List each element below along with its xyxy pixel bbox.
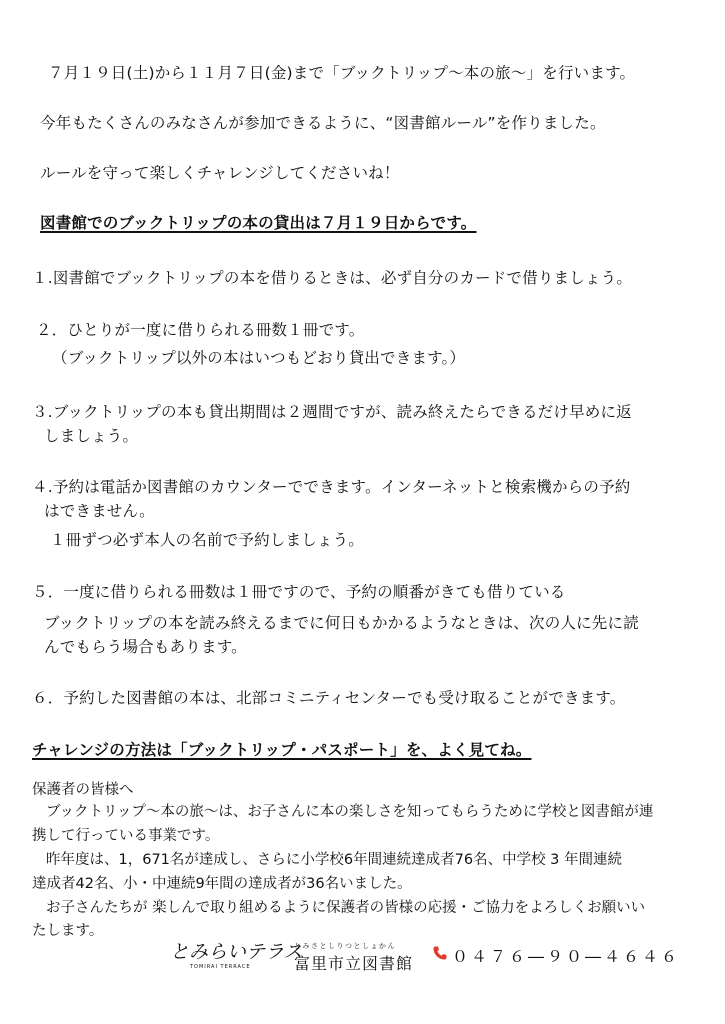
rule-5-line-2: ブックトリップの本を読み終えるまでに何日もかかるようなときは、次の人に先に読 — [44, 614, 639, 632]
guardian-line-2: 携して行っている事業です。 — [32, 828, 220, 844]
guardian-line-6: たします。 — [32, 923, 104, 939]
rule-2-line-2: （ブックトリップ以外の本はいつもどおり貸出できます。） — [52, 349, 466, 367]
intro-line-1: ７月１９日(土)から１１月７日(金)まで「ブックトリップ～本の旅～」を行います。 — [48, 64, 636, 82]
tomirai-terrace-logo — [170, 936, 303, 972]
rule-3-line-2: しましょう。 — [44, 427, 139, 445]
library-ruby: とみさとしりつとしょかん — [294, 942, 396, 950]
intro-line-2: 今年もたくさんのみなさんが参加できるように、“図書館ルール”を作りました。 — [40, 114, 606, 132]
rule-4-line-1: ４.予約は電話か図書館のカウンターでできます。インターネットと検索機からの予約 — [32, 478, 631, 496]
rule-4-line-3: １冊ずつ必ず本人の名前で予約しましょう。 — [50, 531, 365, 549]
rule-1-line-1: １.図書館でブックトリップの本を借りるときは、必ず自分のカードで借りましょう。 — [32, 269, 633, 287]
rule-5-line-3: んでもらう場合もあります。 — [44, 638, 247, 656]
guardian-line-4: 達成者42名、小・中連続9年間の達成者が36名いました。 — [32, 876, 412, 892]
rule-2-line-1: ２．ひとりが一度に借りられる冊数１冊です。 — [36, 321, 365, 339]
rule-4-line-2: はできません。 — [44, 502, 155, 520]
rule-5-line-1: ５．一度に借りられる冊数は１冊ですので、予約の順番がきても借りている — [32, 583, 566, 601]
logo-sub: TOMIRAI TERRACE — [190, 964, 251, 970]
rule-6-line-1: ６．予約した図書館の本は、北部コミニティセンターでも受け取ることができます。 — [32, 689, 626, 707]
heading-challenge-method: チャレンジの方法は「ブックトリップ・パスポート」を、よく見てね。 — [32, 741, 532, 759]
library-name: 富里市立図書館 — [294, 954, 414, 973]
guardian-line-3: 昨年度は、1，671名が達成し、さらに小学校6年間連続達成者76名、中学校 3 年間連続 — [46, 852, 623, 868]
rule-3-line-1: ３.ブックトリップの本も貸出期間は２週間ですが、読み終えたらできるだけ早めに返 — [32, 403, 632, 421]
guardian-line-5: お子さんたちが 楽しんで取り組めるように保護者の皆様の応援・ご協力をよろしくお願いい — [46, 900, 646, 916]
phone-icon — [432, 945, 448, 961]
guardian-title: 保護者の皆様へ — [32, 782, 134, 798]
heading-loan-start: 図書館でのブックトリップの本の貸出は７月１９日からです。 — [40, 214, 477, 232]
guardian-line-1: ブックトリップ～本の旅～は、お子さんに本の楽しさを知ってもらうために学校と図書館が連 — [46, 804, 654, 820]
intro-line-3: ルールを守って楽しくチャレンジしてくださいね！ — [40, 164, 400, 182]
logo-text: とみらいテラス — [170, 941, 303, 963]
library-name-block — [294, 942, 413, 974]
phone-number: ０４７６―９０―４６４６ — [452, 947, 681, 966]
